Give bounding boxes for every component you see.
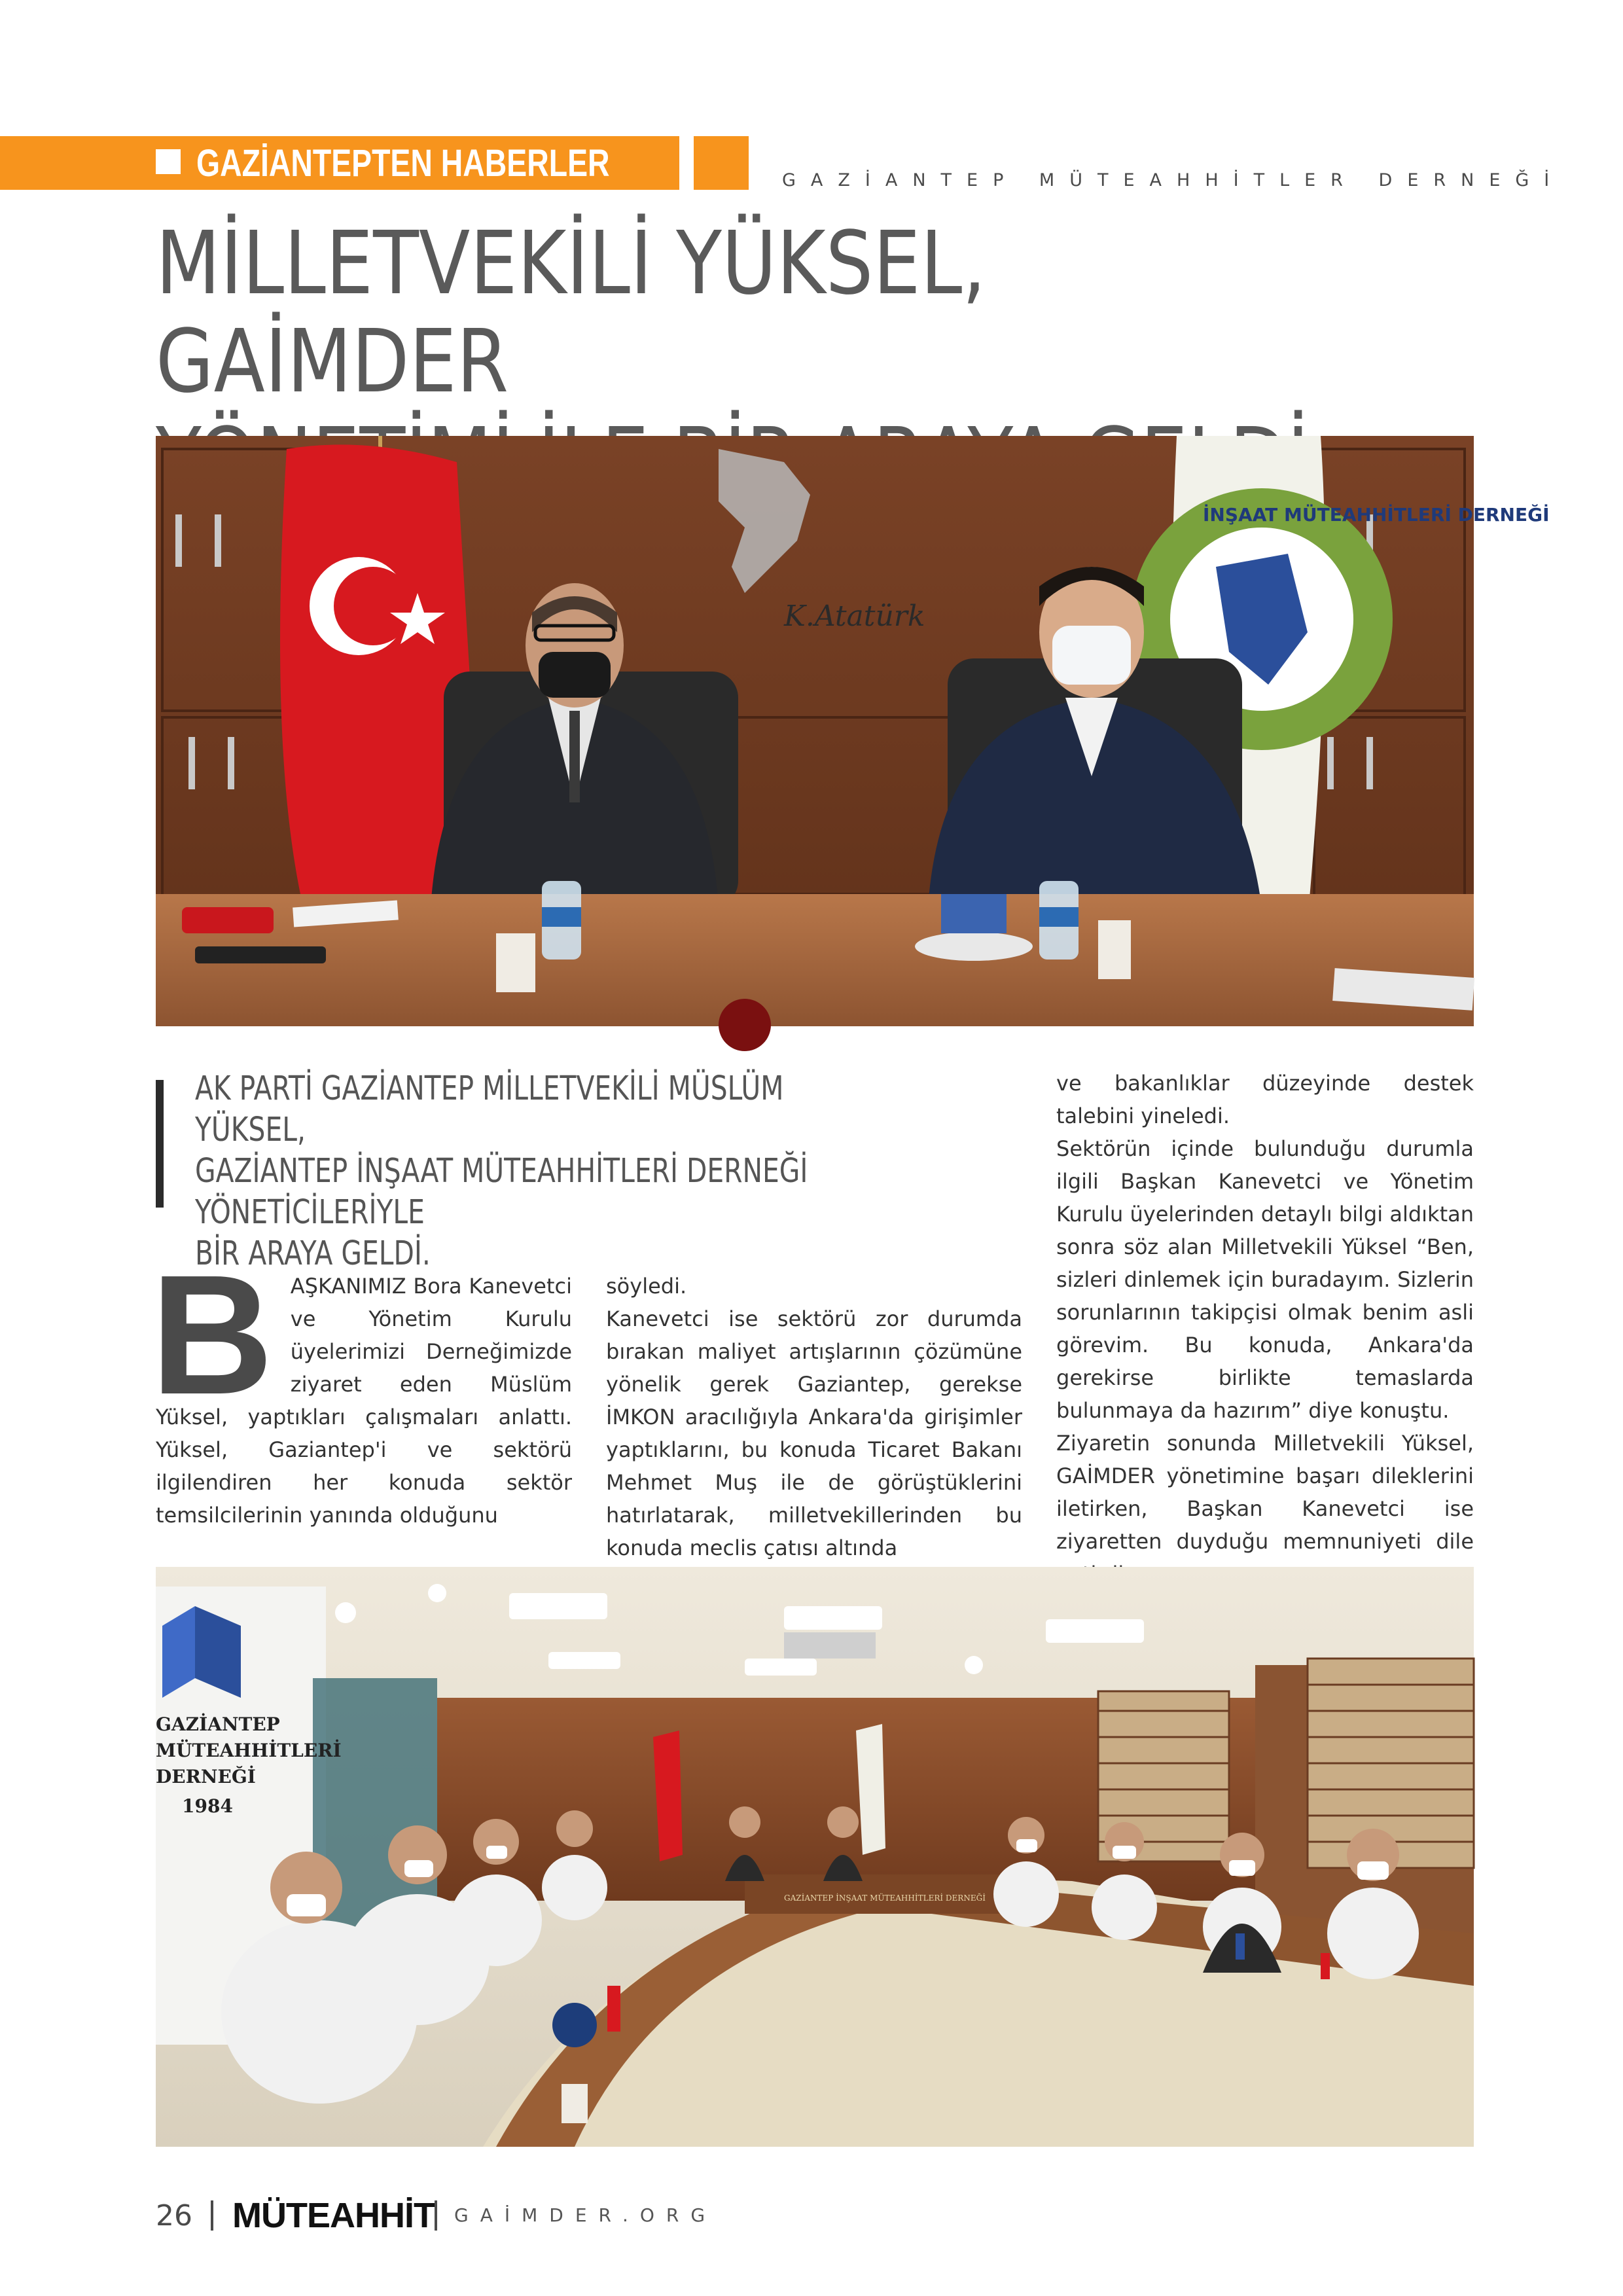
footer-separator-1: [211, 2200, 213, 2231]
body-paragraph-3c: Ziyaretin sonunda Milletvekili Yüksel, GAİMDER yönetimine başarı dileklerini iletirken, Başkan Kanevetci ise ziyaretten duyduğu memnuniyeti dile: [1056, 1431, 1474, 1554]
magazine-brand: MÜTEAHHİT: [232, 2196, 435, 2235]
section-label: GAZİANTEPTEN HABERLER: [196, 142, 610, 185]
body-column-1: [151, 1240, 572, 1532]
drop-cap: B: [151, 1240, 274, 1430]
article-title: MİLLETVEKİLİ YÜKSEL, GAİMDER: [156, 213, 986, 412]
body-paragraph-3a: ve bakanlıklar düzeyinde destek talebini yineledi.: [1056, 1071, 1474, 1128]
article-photo-meeting-desk: [156, 436, 1550, 1026]
body-paragraph-2a: söyledi.: [606, 1274, 687, 1299]
signature-text: K.Atatürk: [784, 600, 925, 633]
article-subheading: AK PARTİ GAZİANTEP MİLLETVEKİLİ MÜSLÜM YÜKSEL, GAZİANTEP İNŞAAT MÜTEAHHİTLERİ DERNEĞİ YÖNETİCİLERİYLE BİR ARAYA GELDİ.: [195, 1069, 808, 1273]
wall-logo-text-2: MÜTEAHHİTLERİ: [156, 1740, 342, 1761]
body-paragraph-2b: Kanevetci ise sektörü zor durumda bırakan maliyet artışlarının çözümüne yönelik gerek Gaziantep, gerekse İMKON aracılığıyla Ankara'da girişimler yaptıklarını, bu konuda Ticaret Bakanı Mehmet Muş ile de görüştüklerini hatırlatarak, milletvekillerinden bu konuda meclis çatısı altında: [606, 1306, 1022, 1560]
wall-logo-text-4: 1984: [182, 1795, 233, 1817]
square-bullet-icon: [156, 149, 181, 174]
body-paragraph-1: AŞKANIMIZ Bora Kanevetci ve Yönetim Kurulu üyelerimizi Derneğimizde ziyaret eden Müslüm Yüksel, yaptıkları çalışmaları anlattı. Yüksel, Gaziantep'i ve sektörü ilgilendiren her konuda sektör temsilcilerinin yanında olduğunu: [156, 1274, 572, 1528]
photo-desk-illustration: [156, 436, 1550, 1026]
article-photo-conference-room: [156, 1567, 1474, 2147]
body-column-2: [606, 1270, 1022, 1564]
footer-separator-2: [435, 2200, 437, 2231]
association-name: GAZİANTEP MÜTEAHHİTLER DERNEĞİ: [782, 170, 1565, 190]
header-accent-block: [694, 136, 749, 190]
website-link[interactable]: GAİMDER.ORG: [454, 2204, 717, 2226]
subheading-bar: [156, 1080, 164, 1208]
wall-logo-text-3: DERNEĞİ: [156, 1766, 256, 1787]
table-emblem-text: GAZİANTEP İNŞAAT MÜTEAHHİTLERİ DERNEĞİ: [784, 1893, 986, 1903]
photo-conference-illustration: [156, 1567, 1474, 2147]
flag-logo-text: İNŞAAT MÜTEAHHİTLERİ DERNEĞİ: [1203, 504, 1550, 526]
body-paragraph-3b: Sektörün içinde bulunduğu durumla ilgili Başkan Kanevetci ve Yönetim Kurulu üyelerinden detaylı bilgi aldıktan sonra söz alan Milletvekili Yüksel “Ben, sizleri dinlemek için buradayım. Sizlerin sorunlarının takipçisi olmak benim asli görevim. Bu konuda, Ankara'da gerekirse birlikte temaslarda bulunmaya da hazırım” diye konuştu.: [1056, 1136, 1474, 1423]
page-number: 26: [156, 2199, 192, 2233]
body-column-3: [1056, 1067, 1474, 1590]
wall-logo-text-1: GAZİANTEP: [156, 1713, 280, 1735]
